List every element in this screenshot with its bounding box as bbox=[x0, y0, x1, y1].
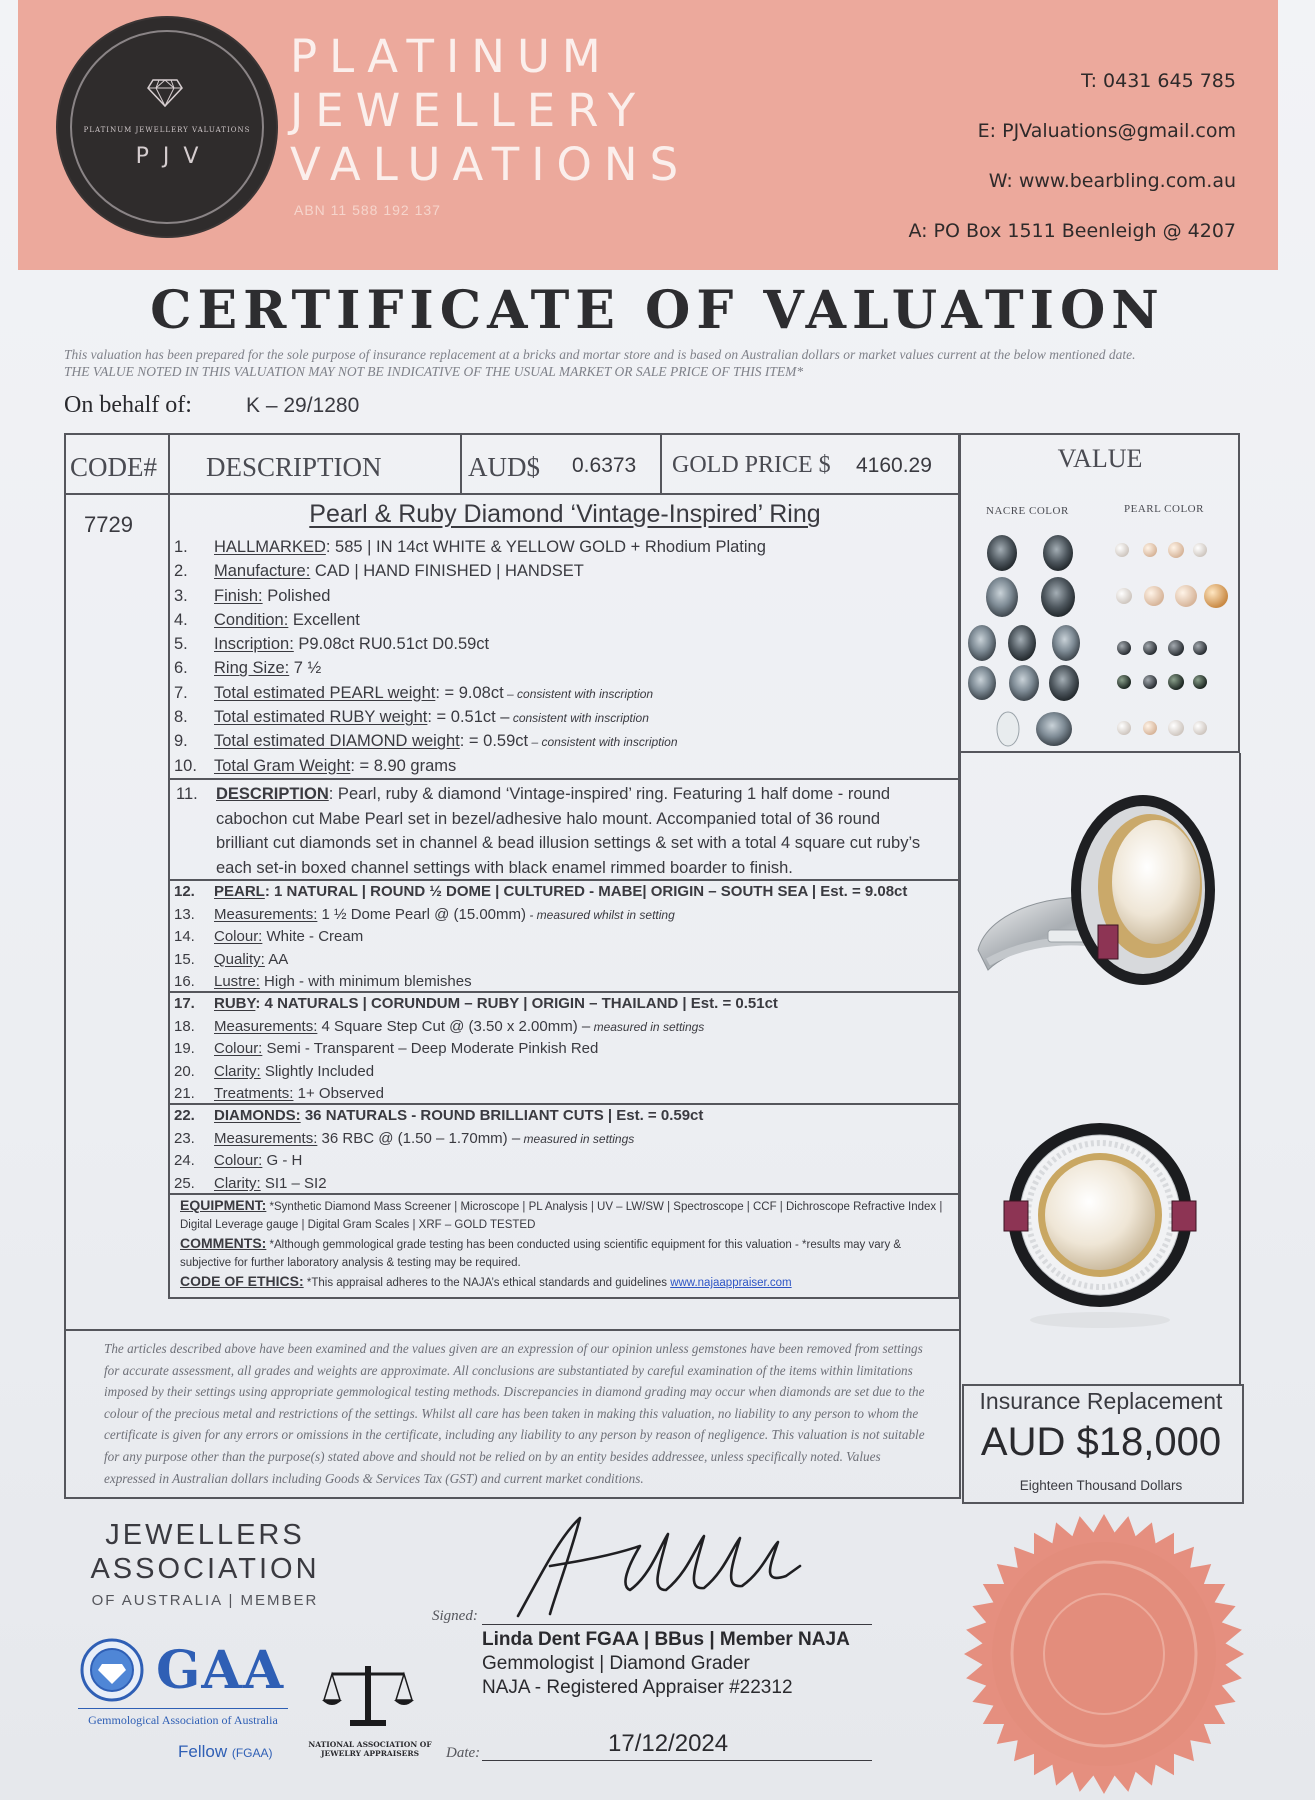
line-value: : = 9.08ct bbox=[435, 683, 504, 702]
line-number: 10. bbox=[174, 756, 197, 775]
line-number: 6. bbox=[174, 659, 188, 678]
gaa-logo-text: GAA bbox=[156, 1640, 285, 1701]
gaa-seal-icon bbox=[80, 1638, 144, 1702]
nacre-color-chart bbox=[962, 525, 1092, 755]
line-key: Measurements: bbox=[214, 1129, 318, 1147]
item-title bbox=[170, 500, 960, 529]
line-value: 7 ½ bbox=[289, 659, 322, 678]
line-key: Quality: bbox=[214, 950, 265, 968]
line-key: Clarity: bbox=[214, 1062, 261, 1080]
date-line bbox=[482, 1760, 872, 1761]
item-code: 7729 bbox=[84, 512, 133, 537]
line-key: Clarity: bbox=[214, 1174, 261, 1192]
ruby-details bbox=[174, 993, 778, 1106]
naja-name: NATIONAL ASSOCIATION OF JEWELRY APPRAISERS bbox=[308, 1740, 432, 1758]
item-line bbox=[174, 1016, 778, 1039]
line-number: 17. bbox=[174, 995, 195, 1012]
wax-seal-stamp bbox=[960, 1510, 1248, 1798]
line-value: CAD | HAND FINISHED | HANDSET bbox=[310, 562, 584, 581]
nacre-shell bbox=[968, 625, 996, 661]
equipment-line bbox=[180, 1196, 950, 1234]
comments-key: COMMENTS: bbox=[180, 1235, 267, 1251]
description-column-header: DESCRIPTION bbox=[206, 452, 382, 482]
aud-divider bbox=[460, 433, 462, 493]
comments-line bbox=[180, 1234, 950, 1272]
line-key: Condition: bbox=[214, 610, 289, 629]
value-column-right-border bbox=[1239, 753, 1241, 1386]
line-note: measured in settings bbox=[590, 1019, 705, 1034]
line-key: Colour: bbox=[214, 1152, 263, 1169]
item-line bbox=[174, 535, 766, 559]
line-number: 12. bbox=[174, 883, 195, 900]
insurance-replacement-value: AUD $18,000 bbox=[980, 1420, 1222, 1464]
line-number: 18. bbox=[174, 1017, 195, 1035]
item-line bbox=[174, 926, 907, 949]
line-value: Slightly Included bbox=[260, 1062, 375, 1080]
line-value: 1+ Observed bbox=[293, 1085, 384, 1102]
pearl-color-label: PEARL COLOR bbox=[1124, 503, 1204, 515]
item-line bbox=[174, 949, 907, 972]
line-value: Excellent bbox=[288, 610, 360, 629]
line-note: – consistent with inscription bbox=[503, 686, 654, 701]
line-key: Treatments: bbox=[214, 1085, 294, 1102]
line-number: 16. bbox=[174, 973, 195, 990]
item-line bbox=[174, 971, 907, 994]
abn-number: ABN 11 588 192 137 bbox=[294, 202, 441, 218]
pearl-swatch bbox=[1115, 542, 1207, 558]
gold-price-value: 4160.29 bbox=[856, 454, 932, 477]
line-number: 4. bbox=[174, 610, 188, 629]
pearl-color-chart bbox=[1100, 530, 1240, 740]
equipment-value: *Synthetic Diamond Mass Screener | Microscope | PL Analysis | UV – LW/SW | Spectroscope | CCF | Dichroscope Refractive Index | Digital Leverage gauge | Digital Gram Scales | XRF – GOLD TESTED bbox=[180, 1201, 943, 1231]
contact-email: E: PJValuations@gmail.com bbox=[977, 120, 1236, 142]
desc-right-border bbox=[958, 493, 960, 1299]
nacre-shell bbox=[1049, 665, 1079, 701]
line-key: Measurements: bbox=[214, 905, 318, 923]
ethics-line bbox=[180, 1272, 950, 1292]
certificate-title: CERTIFICATE OF VALUATION bbox=[150, 280, 1165, 341]
line-number: 2. bbox=[174, 562, 188, 581]
line-value: SI1 – SI2 bbox=[260, 1174, 327, 1192]
row-divider bbox=[170, 1297, 960, 1299]
pearl-details bbox=[174, 881, 907, 994]
contact-website: W: www.bearbling.com.au bbox=[988, 170, 1236, 192]
line-value: : 1 NATURAL | ROUND ½ DOME | CULTURED - MABE| ORIGIN – SOUTH SEA | Est. = 9.08ct bbox=[264, 883, 908, 900]
nacre-shell bbox=[1036, 712, 1072, 746]
nacre-shell bbox=[968, 666, 996, 700]
contact-phone: T: 0431 645 785 bbox=[1081, 70, 1236, 92]
line-number: 7. bbox=[174, 683, 188, 702]
aud-column-header: AUD$ bbox=[468, 452, 540, 482]
legal-divider bbox=[64, 1329, 961, 1331]
nacre-shell bbox=[997, 712, 1019, 746]
line-key: Colour: bbox=[214, 1040, 263, 1057]
line-number: 24. bbox=[174, 1152, 195, 1169]
gaa-fellow-abbr: (FGAA) bbox=[231, 1746, 273, 1760]
line-key: Inscription: bbox=[214, 635, 294, 654]
line-key: Lustre: bbox=[214, 973, 260, 990]
gaa-fellow bbox=[178, 1742, 273, 1762]
comments-value: *Although gemmological grade testing has been conducted using scientific equipment for this valuation - *results may vary & subjective for further laboratory analysis & testing may be required. bbox=[180, 1239, 902, 1269]
header-banner bbox=[18, 0, 1278, 270]
item-line bbox=[174, 1083, 778, 1106]
company-logo bbox=[58, 18, 276, 236]
line-value: 4 Square Step Cut @ (3.50 x 2.00mm) – bbox=[317, 1017, 591, 1035]
certificate-date: 17/12/2024 bbox=[608, 1730, 729, 1757]
pearl-swatch bbox=[1117, 720, 1207, 736]
line-number: 8. bbox=[174, 708, 188, 727]
line-number: 21. bbox=[174, 1085, 195, 1102]
signed-label: Signed: bbox=[432, 1608, 478, 1624]
line-value: White - Cream bbox=[262, 928, 364, 945]
line-value: High - with minimum blemishes bbox=[259, 973, 472, 990]
line-key: Measurements: bbox=[214, 1017, 318, 1035]
insurance-replacement-label: Insurance Replacement bbox=[979, 1388, 1223, 1414]
line-note: consistent with inscription bbox=[509, 711, 649, 726]
company-name bbox=[290, 30, 690, 192]
item-description bbox=[176, 782, 936, 880]
behalf-value: K – 29/1280 bbox=[246, 394, 360, 417]
nacre-shell bbox=[1041, 577, 1075, 617]
nacre-shell bbox=[1043, 535, 1073, 571]
item-line bbox=[174, 656, 766, 680]
ring-top-view-image bbox=[990, 1105, 1220, 1335]
logo-arc-text: PLATINUM JEWELLERY VALUATIONS bbox=[83, 126, 251, 134]
item-line bbox=[174, 584, 766, 608]
line-number: 15. bbox=[174, 950, 195, 968]
gold-price-header: GOLD PRICE $ bbox=[672, 452, 831, 478]
header-row-divider bbox=[64, 493, 959, 495]
description-value: : Pearl, ruby & diamond ‘Vintage-inspired’ ring. Featuring 1 half dome - round cabochon cut Mabe Pearl set in bezel/adhesive halo mount. Accompanied total of 36 round brilliant cut diamonds set in channel & bead illusion settings & set with a total 4 square cut ruby’s each set-in boxed channel settings with black enamel rimmed boarder to finish. bbox=[216, 785, 921, 877]
item-line bbox=[174, 993, 778, 1016]
scales-of-justice-icon bbox=[320, 1660, 416, 1730]
line-key: Manufacture: bbox=[214, 562, 311, 581]
line-value: : = 0.59ct bbox=[459, 732, 529, 751]
line-number: 5. bbox=[174, 635, 188, 654]
line-number: 3. bbox=[174, 586, 188, 605]
signer-block bbox=[482, 1628, 850, 1700]
line-value: 36 NATURALS - ROUND BRILLIANT CUTS | Est. = 0.59ct bbox=[300, 1107, 704, 1124]
line-value: Semi - Transparent – Deep Moderate Pinkish Red bbox=[262, 1040, 599, 1057]
line-key: Total Gram Weight bbox=[214, 756, 351, 775]
line-number: 11. bbox=[176, 785, 198, 803]
item-line bbox=[174, 1173, 703, 1196]
item-line bbox=[174, 559, 766, 583]
line-key: Total estimated PEARL weight bbox=[214, 683, 436, 702]
signer-registration: NAJA - Registered Appraiser #22312 bbox=[482, 1677, 793, 1698]
item-title-text: Pearl & Ruby Diamond ‘Vintage-Inspired’ Ring bbox=[309, 500, 821, 528]
pearl-swatch bbox=[1117, 674, 1207, 690]
aud-exchange-value: 0.6373 bbox=[572, 454, 637, 477]
item-line bbox=[174, 1128, 703, 1151]
row-divider bbox=[170, 778, 960, 780]
date-label: Date: bbox=[446, 1745, 481, 1761]
item-line bbox=[174, 1061, 778, 1084]
insurance-value-words: Eighteen Thousand Dollars bbox=[1019, 1478, 1183, 1493]
nacre-color-label: NACRE COLOR bbox=[986, 505, 1069, 517]
line-value: G - H bbox=[262, 1152, 303, 1169]
gold-divider bbox=[660, 433, 662, 493]
line-note: – consistent with inscription bbox=[528, 735, 678, 750]
line-number: 25. bbox=[174, 1174, 195, 1192]
company-name-line: JEWELLERY bbox=[290, 84, 648, 137]
nacre-shell bbox=[1009, 665, 1039, 701]
jaa-member-line: OF AUSTRALIA | MEMBER bbox=[91, 1592, 319, 1609]
line-value: : 585 | IN 14ct WHITE & YELLOW GOLD + Rhodium Plating bbox=[325, 538, 766, 556]
line-value: Polished bbox=[262, 586, 331, 605]
contact-address: A: PO Box 1511 Beenleigh @ 4207 bbox=[908, 220, 1236, 242]
ethics-key: CODE OF ETHICS: bbox=[180, 1273, 304, 1289]
nacre-shell bbox=[1052, 625, 1080, 661]
equipment-section bbox=[180, 1196, 950, 1292]
line-number: 9. bbox=[174, 732, 188, 751]
item-line bbox=[174, 681, 766, 705]
item-line bbox=[174, 1038, 778, 1061]
diamond-details bbox=[174, 1105, 703, 1195]
item-line bbox=[174, 705, 766, 729]
line-number: 23. bbox=[174, 1129, 195, 1147]
logo-monogram: PJV bbox=[135, 144, 213, 169]
line-value: 1 ½ Dome Pearl @ (15.00mm) bbox=[317, 905, 527, 923]
jewellers-association-logo bbox=[80, 1518, 330, 1609]
line-key: RUBY bbox=[214, 995, 256, 1012]
signature-image bbox=[500, 1506, 810, 1624]
jaa-line: ASSOCIATION bbox=[90, 1553, 320, 1585]
line-number: 14. bbox=[174, 928, 195, 945]
item-attributes bbox=[174, 535, 766, 778]
line-number: 19. bbox=[174, 1040, 195, 1057]
company-name-line: VALUATIONS bbox=[290, 138, 691, 191]
nacre-shell bbox=[1008, 625, 1036, 661]
line-key: PEARL bbox=[214, 883, 265, 900]
item-line bbox=[174, 608, 766, 632]
nacre-shell bbox=[986, 577, 1018, 617]
line-key: Finish: bbox=[214, 586, 263, 605]
jaa-line: JEWELLERS bbox=[105, 1519, 305, 1551]
behalf-label: On behalf of: bbox=[64, 392, 192, 418]
valuation-disclaimer bbox=[64, 346, 1264, 380]
gaa-full-name: Gemmological Association of Australia bbox=[78, 1708, 288, 1728]
line-number: 20. bbox=[174, 1062, 195, 1080]
ethics-value: *This appraisal adheres to the NAJA’s ethical standards and guidelines bbox=[303, 1277, 671, 1289]
line-value: : 4 NATURALS | CORUNDUM – RUBY | ORIGIN – THAILAND | Est. = 0.51ct bbox=[255, 995, 778, 1012]
line-key: DIAMONDS: bbox=[214, 1107, 301, 1124]
line-value: P9.08ct RU0.51ct D0.59ct bbox=[293, 635, 490, 654]
diamond-icon bbox=[147, 78, 183, 108]
nacre-shell bbox=[987, 535, 1017, 571]
signature-line bbox=[482, 1624, 872, 1625]
line-value: : = 8.90 grams bbox=[350, 756, 457, 775]
item-line bbox=[174, 904, 907, 927]
line-key: Ring Size: bbox=[214, 659, 290, 678]
description-key: DESCRIPTION bbox=[216, 785, 329, 803]
company-name-line: PLATINUM bbox=[290, 30, 613, 83]
line-value: : = 0.51ct – bbox=[427, 708, 510, 727]
signer-name: Linda Dent FGAA | BBus | Member NAJA bbox=[482, 1629, 850, 1650]
contact-block bbox=[908, 56, 1236, 256]
line-value: 36 RBC @ (1.50 – 1.70mm) – bbox=[317, 1129, 521, 1147]
gaa-fellow-text: Fellow bbox=[178, 1742, 228, 1761]
disclaimer-line: THE VALUE NOTED IN THIS VALUATION MAY NOT BE INDICATIVE OF THE USUAL MARKET OR SALE PRICE OF THIS ITEM* bbox=[64, 364, 804, 379]
value-column-header: VALUE bbox=[1057, 444, 1143, 473]
code-column-header: CODE# bbox=[70, 452, 157, 482]
pearl-swatch bbox=[1116, 584, 1228, 608]
equipment-key: EQUIPMENT: bbox=[180, 1197, 267, 1213]
signer-role: Gemmologist | Diamond Grader bbox=[482, 1653, 750, 1674]
pearl-swatch bbox=[1117, 640, 1207, 656]
item-line bbox=[174, 881, 907, 904]
disclaimer-line: This valuation has been prepared for the sole purpose of insurance replacement at a bricks and mortar store and is based on Australian dollars or market values current at the below mentioned date. bbox=[64, 347, 1136, 362]
line-number: 1. bbox=[174, 538, 188, 556]
line-key: Colour: bbox=[214, 928, 263, 945]
legal-disclaimer: The articles described above have been examined and the values given are an expression of our opinion unless gemstones have been removed from settings for accurate assessment, all grades and weights are approximate. All conclusions are substantiated by careful examination of the items within limitations imposed by their settings using appropriate gemmological testing methods. Discrepancies in diamond grading may occur when diamonds are set due to the colour of the precious metal and restrictions of the settings. Whilst all care has been taken in making this valuation, no liability to any person to whom the certificate is given for any errors or omissions in the certificate, including any liability to any person by reason of negligence. This valuation is not suitable for any purpose other than the purpose(s) stated above and should not be relied on by an entity besides addressee, unless specifically noted. Values expressed in Australian dollars including Goods & Services Tax (GST) and current market conditions. bbox=[104, 1341, 925, 1486]
naja-link[interactable]: www.najaappraiser.com bbox=[670, 1277, 792, 1289]
item-line bbox=[174, 632, 766, 656]
description-text bbox=[176, 782, 936, 880]
line-number: 22. bbox=[174, 1107, 195, 1124]
item-line bbox=[174, 1105, 703, 1128]
code-column-divider bbox=[168, 433, 170, 1299]
line-key: Total estimated DIAMOND weight bbox=[214, 732, 460, 751]
item-line bbox=[174, 729, 766, 753]
item-line bbox=[174, 754, 766, 778]
line-value: AA bbox=[264, 950, 289, 968]
line-number: 13. bbox=[174, 905, 195, 923]
line-key: HALLMARKED bbox=[214, 538, 326, 556]
line-key: Total estimated RUBY weight bbox=[214, 708, 428, 727]
line-note: - measured whilst in setting bbox=[526, 907, 675, 922]
ring-side-view-image bbox=[968, 790, 1238, 1010]
item-line bbox=[174, 1150, 703, 1173]
line-note: measured in settings bbox=[520, 1131, 635, 1146]
